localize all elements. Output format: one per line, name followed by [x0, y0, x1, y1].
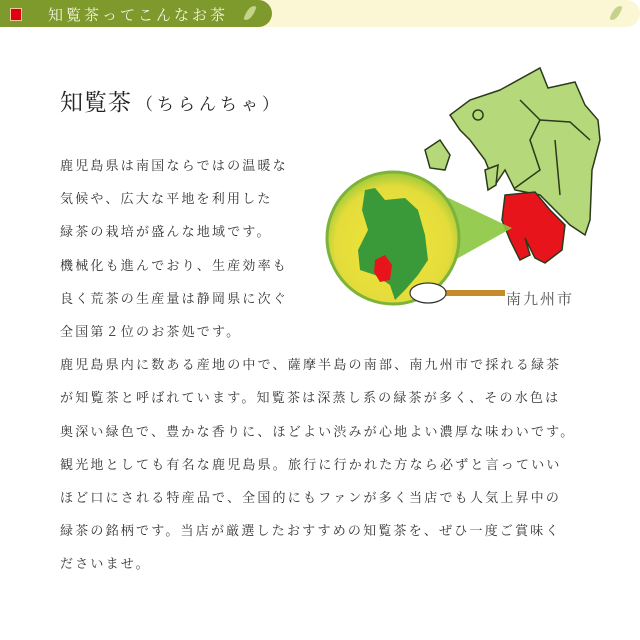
text-line: 緑茶の銘柄です。当店が厳選したおすすめの知覧茶を、ぜひ一度ご賞味く [60, 524, 561, 540]
leaf-icon [610, 4, 623, 22]
text-line: 全国第２位のお茶処です。 [60, 325, 242, 341]
title-text: 知覧茶 [60, 90, 132, 116]
red-square-icon [10, 8, 22, 21]
text-line: 良く荒茶の生産量は静岡県に次ぐ [60, 291, 289, 307]
text-line: 観光地としても有名な鹿児島県。旅行に行かれた方なら必ずと言っていい [60, 457, 562, 473]
text-line: が知覧茶と呼ばれています。知覧茶は深蒸し系の緑茶が多く、その水色は [60, 391, 561, 407]
text-line: ださいませ。 [60, 557, 151, 573]
pointing-hand-icon [410, 283, 446, 303]
text-line: 奥深い緑色で、豊かな香りに、ほどよい渋みが心地よい濃厚な味わいです。 [60, 424, 576, 440]
kyushu-map [300, 60, 640, 340]
page-title [60, 84, 283, 117]
section-header [0, 0, 640, 27]
text-line: 鹿児島県内に数ある産地の中で、薩摩半島の南部、南九州市で採れる緑茶 [60, 358, 562, 374]
text-line: 緑茶の栽培が盛んな地域です。 [60, 225, 272, 241]
city-label: 南九州市 [506, 290, 575, 308]
text-line: 機械化も進んでおり、生産効率も [60, 258, 289, 274]
section-title: 知覧茶ってこんなお茶 [48, 6, 229, 24]
text-line: 気候や、広大な平地を利用した [60, 192, 273, 208]
text-line: ほど口にされる特産品で、全国的にもファンが多く当店でも人気上昇中の [60, 491, 562, 507]
title-reading: （ちらんちゃ） [136, 95, 283, 115]
text-line: 鹿児島県は南国ならではの温暖な [60, 159, 288, 174]
